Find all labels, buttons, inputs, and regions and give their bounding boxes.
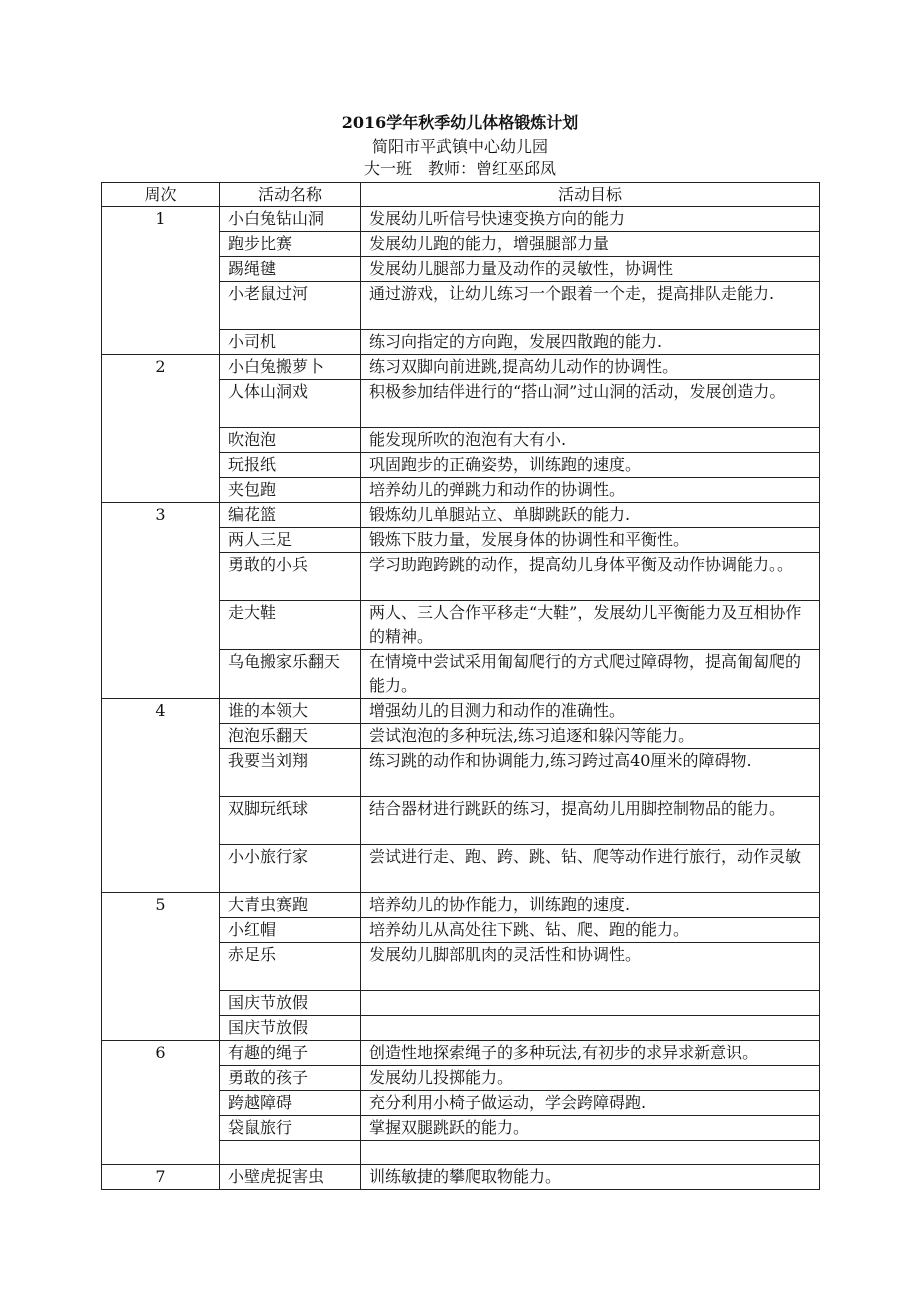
activity-name-cell: 我要当刘翔 <box>220 749 361 797</box>
week-number-cell: 5 <box>102 893 220 1041</box>
activity-goal-cell <box>361 991 820 1016</box>
week-number-cell: 3 <box>102 503 220 699</box>
activity-name-cell: 跑步比赛 <box>220 232 361 257</box>
activity-goal-cell: 培养幼儿从高处往下跳、钻、爬、跑的能力。 <box>361 918 820 943</box>
activity-name-cell <box>220 1141 361 1165</box>
table-row <box>102 355 820 380</box>
activity-goal-cell: 增强幼儿的目测力和动作的准确性。 <box>361 699 820 724</box>
activity-goal-cell: 培养幼儿的协作能力，训练跑的速度. <box>361 893 820 918</box>
document-title: 2016学年秋季幼儿体格锻炼计划 <box>341 113 579 132</box>
activity-goal-cell: 练习跳的动作和协调能力,练习跨过高40厘米的障碍物. <box>361 749 820 797</box>
activity-goal-cell: 发展幼儿听信号快速变换方向的能力 <box>361 207 820 232</box>
activity-goal-cell: 尝试泡泡的多种玩法,练习追逐和躲闪等能力。 <box>361 724 820 749</box>
activity-name-cell: 小壁虎捉害虫 <box>220 1165 361 1190</box>
week-number-cell: 2 <box>102 355 220 503</box>
activity-name-cell: 两人三足 <box>220 528 361 553</box>
activity-goal-cell: 结合器材进行跳跃的练习，提高幼儿用脚控制物品的能力。 <box>361 797 820 845</box>
exercise-plan-table <box>101 182 820 1190</box>
table-row <box>102 1041 820 1066</box>
activity-name-cell: 踢绳毽 <box>220 257 361 282</box>
activity-name-cell: 吹泡泡 <box>220 428 361 453</box>
school-name: 简阳市平武镇中心幼儿园 <box>371 137 548 156</box>
activity-goal-cell: 发展幼儿脚部肌肉的灵活性和协调性。 <box>361 943 820 991</box>
column-header-week: 周次 <box>102 183 220 207</box>
activity-goal-cell <box>361 1016 820 1041</box>
document-header <box>0 110 920 180</box>
activity-goal-cell: 锻炼幼儿单腿站立、单脚跳跃的能力. <box>361 503 820 528</box>
activity-goal-cell: 创造性地探索绳子的多种玩法,有初步的求异求新意识。 <box>361 1041 820 1066</box>
class-teacher-line: 大一班 教师：曾红巫邱凤 <box>363 159 556 178</box>
activity-name-cell: 勇敢的小兵 <box>220 553 361 601</box>
table-row <box>102 699 820 724</box>
activity-name-cell: 泡泡乐翻天 <box>220 724 361 749</box>
activity-name-cell: 编花篮 <box>220 503 361 528</box>
activity-goal-cell: 练习向指定的方向跑，发展四散跑的能力. <box>361 330 820 355</box>
activity-name-cell: 大青虫赛跑 <box>220 893 361 918</box>
column-header-goal: 活动目标 <box>361 183 820 207</box>
activity-goal-cell: 培养幼儿的弹跳力和动作的协调性。 <box>361 478 820 503</box>
activity-goal-cell: 能发现所吹的泡泡有大有小. <box>361 428 820 453</box>
table-row <box>102 893 820 918</box>
week-number-cell: 4 <box>102 699 220 893</box>
column-header-activity: 活动名称 <box>220 183 361 207</box>
activity-goal-cell: 在情境中尝试采用匍匐爬行的方式爬过障碍物，提高匍匐爬的能力。 <box>361 650 820 699</box>
activity-goal-cell: 两人、三人合作平移走“大鞋”，发展幼儿平衡能力及互相协作的精神。 <box>361 601 820 650</box>
activity-name-cell: 走大鞋 <box>220 601 361 650</box>
table-row <box>102 207 820 232</box>
activity-goal-cell: 通过游戏，让幼儿练习一个跟着一个走，提高排队走能力. <box>361 282 820 330</box>
activity-goal-cell: 训练敏捷的攀爬取物能力。 <box>361 1165 820 1190</box>
activity-goal-cell: 练习双脚向前进跳,提高幼儿动作的协调性。 <box>361 355 820 380</box>
activity-name-cell: 夹包跑 <box>220 478 361 503</box>
activity-name-cell: 跨越障碍 <box>220 1091 361 1116</box>
activity-name-cell: 小老鼠过河 <box>220 282 361 330</box>
table-row <box>102 1165 820 1190</box>
activity-goal-cell: 掌握双腿跳跃的能力。 <box>361 1116 820 1141</box>
activity-goal-cell: 发展幼儿跑的能力，增强腿部力量 <box>361 232 820 257</box>
activity-goal-cell <box>361 1141 820 1165</box>
activity-name-cell: 小白兔搬萝卜 <box>220 355 361 380</box>
week-number-cell: 1 <box>102 207 220 355</box>
table-row <box>102 503 820 528</box>
activity-name-cell: 谁的本领大 <box>220 699 361 724</box>
week-number-cell: 6 <box>102 1041 220 1165</box>
activity-name-cell: 有趣的绳子 <box>220 1041 361 1066</box>
activity-name-cell: 乌龟搬家乐翻天 <box>220 650 361 699</box>
activity-name-cell: 勇敢的孩子 <box>220 1066 361 1091</box>
activity-name-cell: 小红帽 <box>220 918 361 943</box>
activity-goal-cell: 发展幼儿腿部力量及动作的灵敏性，协调性 <box>361 257 820 282</box>
table-header-row <box>102 183 820 207</box>
activity-name-cell: 玩报纸 <box>220 453 361 478</box>
activity-name-cell: 赤足乐 <box>220 943 361 991</box>
activity-name-cell: 小小旅行家 <box>220 845 361 893</box>
activity-goal-cell: 尝试进行走、跑、跨、跳、钻、爬等动作进行旅行，动作灵敏 <box>361 845 820 893</box>
activity-goal-cell: 积极参加结伴进行的“搭山洞”过山洞的活动，发展创造力。 <box>361 380 820 428</box>
activity-goal-cell: 锻炼下肢力量，发展身体的协调性和平衡性。 <box>361 528 820 553</box>
table-body <box>102 207 820 1190</box>
activity-name-cell: 袋鼠旅行 <box>220 1116 361 1141</box>
activity-name-cell: 国庆节放假 <box>220 1016 361 1041</box>
activity-name-cell: 小白兔钻山洞 <box>220 207 361 232</box>
activity-name-cell: 小司机 <box>220 330 361 355</box>
activity-goal-cell: 巩固跑步的正确姿势，训练跑的速度。 <box>361 453 820 478</box>
week-number-cell: 7 <box>102 1165 220 1190</box>
activity-goal-cell: 学习助跑跨跳的动作，提高幼儿身体平衡及动作协调能力。。 <box>361 553 820 601</box>
activity-name-cell: 双脚玩纸球 <box>220 797 361 845</box>
activity-name-cell: 国庆节放假 <box>220 991 361 1016</box>
activity-goal-cell: 充分利用小椅子做运动，学会跨障碍跑. <box>361 1091 820 1116</box>
activity-goal-cell: 发展幼儿投掷能力。 <box>361 1066 820 1091</box>
activity-name-cell: 人体山洞戏 <box>220 380 361 428</box>
